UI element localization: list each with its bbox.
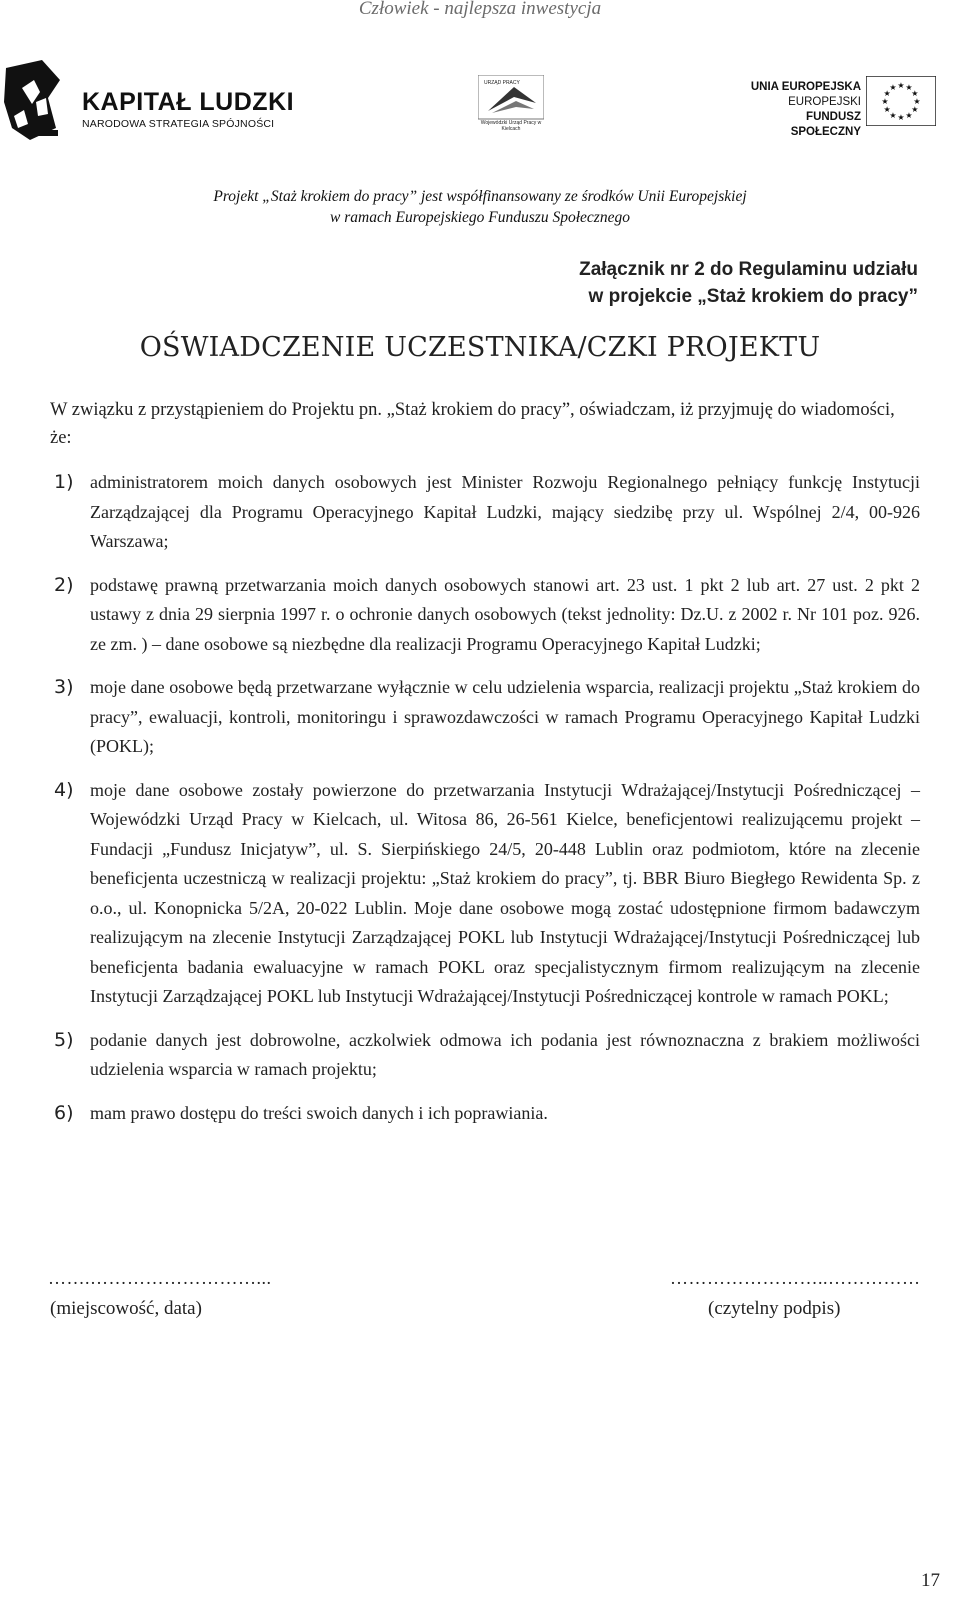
list-item xyxy=(50,468,920,557)
eu-star-icon: ★ xyxy=(889,110,897,120)
eu-flag-icon xyxy=(866,76,936,126)
item-number: 5) xyxy=(54,1028,74,1051)
item-text: podanie danych jest dobrowolne, aczkolwiek odmowa ich podania jest równoznaczna z brakiem możliwości udzielenia wsparcia w ramach projektu; xyxy=(90,1029,920,1079)
item-number: 3) xyxy=(54,676,74,698)
item-text: podstawę prawną przetwarzania moich danych osobowych stanowi art. 23 ust. 1 pkt 2 lub art. 27 ust. 2 pkt 2 ustawy z dnia 29 sierpnia 1997 r. o ochronie danych osobowych (tekst jednolity: Dz.U. z 2002 r. Nr 101 poz. 926. ze zm. ) – dane osobowe są niezbędne dla realizacji Programu Operacyjnego Kapitał Ludzki; xyxy=(90,574,920,654)
list-item xyxy=(50,673,920,762)
place-date-label: (miejscowość, data) xyxy=(50,1298,202,1319)
annex-line1: Załącznik nr 2 do Regulaminu udziału xyxy=(579,259,918,280)
eu-logo-text xyxy=(748,80,861,140)
statement-list xyxy=(50,468,920,1142)
item-number: 4) xyxy=(54,778,74,801)
list-item xyxy=(50,571,920,660)
annex-heading xyxy=(518,256,918,310)
cofinancing-line2: w ramach Europejskiego Funduszu Społecznego xyxy=(330,209,630,226)
list-item xyxy=(50,776,920,1012)
eu-star-icon: ★ xyxy=(911,105,919,114)
item-text: moje dane osobowe zostały powierzone do przetwarzania Instytucji Wdrażającej/Instytucji Pośredniczącej – Wojewódzki Urząd Pracy w Kielcach, ul. Witosa 86, 26-561 Kielce, beneficjentowi realizującemu projekt – Fundacji „Fundusz Inicjatyw”, ul. S. Sierpińskiego 24/5, 20-448 Lublin oraz podmiotom, które na zlecenie beneficjenta uczestniczą w realizacji projektu: „Staż krokiem do pracy”, tj. BBR Biuro Biegłego Rewidenta Sp. z o.o., ul. Konopnicka 5/2A, 20-022 Lublin. Moje dane osobowe mogą zostać udostępnione firmom badawczym realizującym na zlecenie Instytucji Zarządzającej POKL lub Instytucji Wdrażającej/Instytucji Pośredniczącej lub beneficjenta badania ewaluacyjne w ramach POKL oraz specjalistycznym firmom realizującym na zlecenie Instytucji Zarządzającej POKL lub Instytucji Wdrażającej/Instytucji Pośredniczącej kontrole w ramach POKL; xyxy=(90,779,920,1006)
eu-star-icon: ★ xyxy=(881,97,889,106)
eu-star-icon: ★ xyxy=(913,97,921,106)
logo-left-subtitle: NARODOWA STRATEGIA SPÓJNOŚCI xyxy=(82,118,275,130)
item-number: 1) xyxy=(54,471,74,493)
item-number: 2) xyxy=(54,573,74,596)
signature-label: (czytelny podpis) xyxy=(708,1298,841,1319)
logo-left-title: KAPITAŁ LUDZKI xyxy=(82,88,295,116)
list-item xyxy=(50,1099,920,1129)
header-motto: Człowiek - najlepsza inwestycja xyxy=(358,0,602,19)
cofinancing-line1: Projekt „Staż krokiem do pracy” jest współfinansowany ze środków Unii Europejskiej xyxy=(213,188,747,205)
place-date-line: …….………………………... xyxy=(48,1268,272,1288)
page-number: 17 xyxy=(921,1570,940,1591)
eu-star-icon: ★ xyxy=(905,83,913,93)
item-text: mam prawo dostępu do treści swoich danych i ich poprawiania. xyxy=(90,1102,548,1123)
eu-text-line3: FUNDUSZ SPOŁECZNY xyxy=(790,111,861,138)
document-title: OŚWIADCZENIE UCZESTNIKA/CZKI PROJEKTU xyxy=(139,332,821,363)
wup-badge-text: URZĄD PRACY xyxy=(484,80,520,86)
logo-center-text: Wojewódzki Urząd Pracy w Kielcach xyxy=(480,120,542,132)
annex-line2: w projekcie „Staż krokiem do pracy” xyxy=(588,286,918,307)
eu-text-line2: EUROPEJSKI xyxy=(788,96,861,108)
cofinancing-note xyxy=(0,186,960,228)
eu-text-line1: UNIA EUROPEJSKA xyxy=(750,81,861,93)
eu-star-icon: ★ xyxy=(889,83,897,93)
signature-line: ……………………..…………… xyxy=(670,1268,921,1288)
intro-paragraph: W związku z przystąpieniem do Projektu pn. „Staż krokiem do pracy”, oświadczam, iż przyjmuję do wiadomości, że: xyxy=(50,400,895,448)
item-text: moje dane osobowe będą przetwarzane wyłącznie w celu udzielenia wsparcia, realizacji projektu „Staż krokiem do pracy”, ewaluacji, kontroli, monitoringu i sprawozdawczości w ramach Programu Operacyjnego Kapitał Ludzki (POKL); xyxy=(90,677,920,756)
eu-star-icon: ★ xyxy=(883,89,891,98)
item-text: administratorem moich danych osobowych jest Minister Rozwoju Regionalnego pełniący funkcję Instytucji Zarządzającej dla Programu Operacyjnego Kapitał Ludzki, mający siedzibę przy ul. Wspólnej 2/4, 00-926 Warszawa; xyxy=(90,472,920,551)
item-number: 6) xyxy=(54,1101,74,1124)
eu-star-icon: ★ xyxy=(897,113,905,122)
list-item xyxy=(50,1026,920,1085)
eu-star-icon: ★ xyxy=(911,89,919,98)
eu-star-icon: ★ xyxy=(905,110,913,120)
eu-star-icon: ★ xyxy=(897,81,905,90)
eu-star-icon: ★ xyxy=(883,105,891,114)
